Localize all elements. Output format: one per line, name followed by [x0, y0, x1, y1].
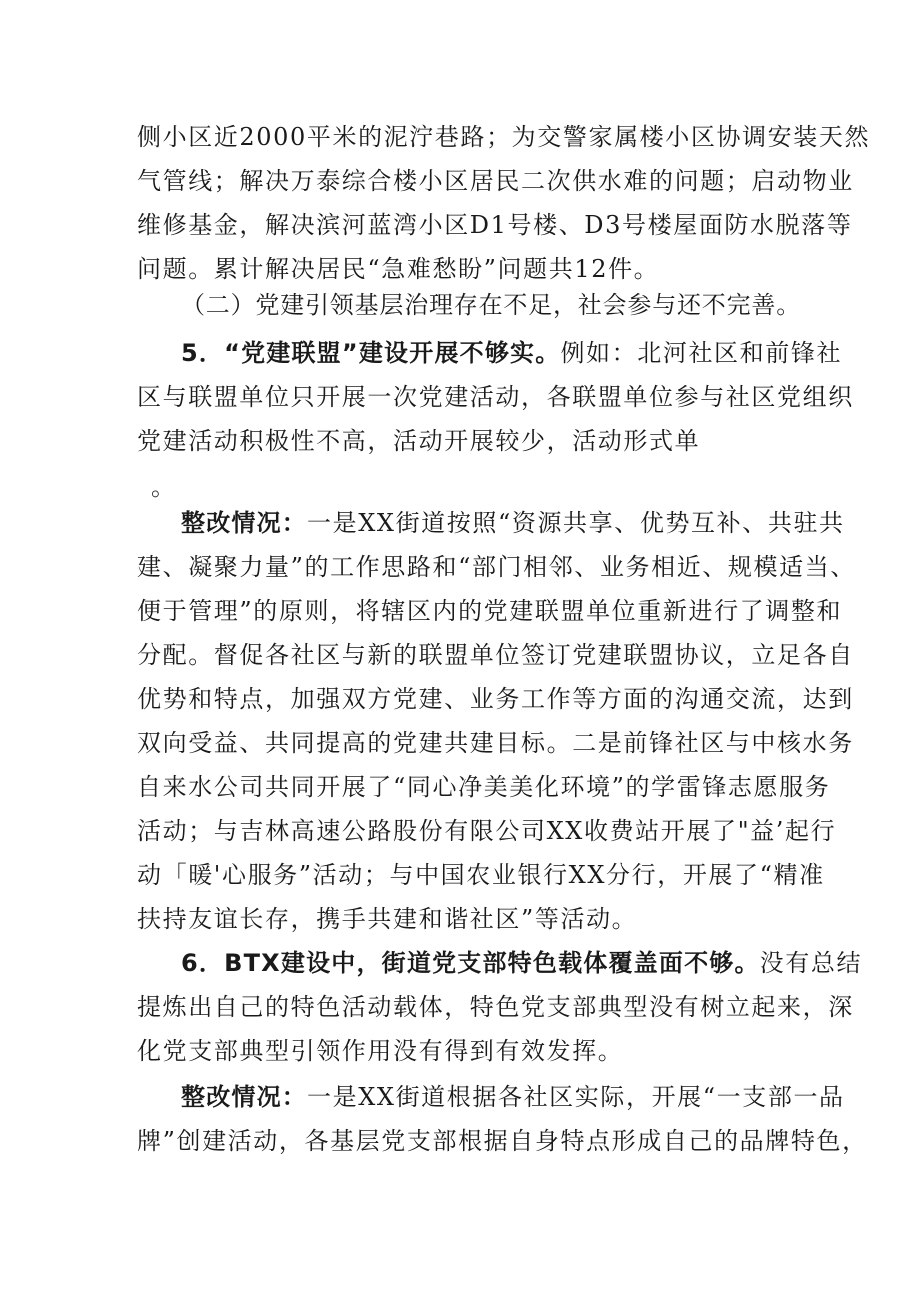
- paragraph-line: 双向受益、共同提高的党建共建目标。二是前锋社区与中核水务: [137, 729, 854, 757]
- item-6-line: [181, 947, 862, 979]
- paragraph-line: 活动；与吉林高速公路股份有限公司XX收费站开展了"益’起行: [137, 817, 837, 845]
- rectification-label: 整改情况：: [181, 509, 307, 537]
- paragraph-line: 牌”创建活动，各基层党支部根据自身特点形成自己的品牌特色，: [137, 1127, 868, 1155]
- paragraph-line: 建、凝聚力量”的工作思路和“部门相邻、业务相近、规模适当、: [137, 553, 856, 581]
- paragraph-line: 问题。累计解决居民“急难愁盼”问题共12件。: [137, 255, 660, 283]
- paragraph-line: 优势和特点，加强双方党建、业务工作等方面的沟通交流，达到: [137, 685, 854, 713]
- paragraph-line: 扶持友谊长存，携手共建和谐社区”等活动。: [137, 905, 638, 933]
- paragraph-line: 化党支部典型引领作用没有得到有效发挥。: [137, 1037, 624, 1065]
- item-5-text: 例如：北河社区和前锋社: [560, 339, 843, 367]
- rectification-1-line: [181, 507, 845, 539]
- paragraph-line: 动「暖'心服务”活动；与中国农业银行XX分行，开展了“精准: [137, 861, 825, 889]
- item-6-title: 6．BTX建设中，街道党支部特色载体覆盖面不够。: [181, 949, 760, 977]
- rectification-2-line: [181, 1081, 845, 1113]
- rectification-text: 一是XX街道根据各社区实际，开展“一支部一品: [307, 1083, 845, 1111]
- paragraph-line: 分配。督促各社区与新的联盟单位签订党建联盟协议，立足各自: [137, 641, 854, 669]
- paragraph-line: 党建活动积极性不高，活动开展较少，活动形式单: [137, 427, 701, 455]
- paragraph-line: 维修基金，解决滨河蓝湾小区D1号楼、D3号楼屋面防水脱落等: [137, 211, 853, 239]
- section-heading: （二）党建引领基层治理存在不足，社会参与还不完善。: [181, 291, 801, 319]
- item-5-line: [181, 337, 842, 369]
- paragraph-line: 自来水公司共同开展了“同心净美美化环境”的学雷锋志愿服务: [137, 773, 831, 801]
- paragraph-line: 侧小区近2000平米的泥泞巷路；为交警家属楼小区协调安装天然: [137, 123, 871, 151]
- orphan-punctuation: 。: [151, 473, 177, 501]
- paragraph-line: 提炼出自己的特色活动载体，特色党支部典型没有树立起来，深: [137, 993, 854, 1021]
- paragraph-line: 便于管理”的原则，将辖区内的党建联盟单位重新进行了调整和: [137, 597, 843, 625]
- rectification-label: 整改情况：: [181, 1083, 307, 1111]
- item-6-text: 没有总结: [759, 949, 863, 977]
- paragraph-line: 气管线；解决万泰综合楼小区居民二次供水难的问题；启动物业: [137, 167, 854, 195]
- paragraph-line: 区与联盟单位只开展一次党建活动，各联盟单位参与社区党组织: [137, 383, 854, 411]
- rectification-text: 一是XX街道按照“资源共享、优势互补、共驻共: [307, 509, 845, 537]
- item-5-title: 5．“党建联盟”建设开展不够实。: [181, 339, 561, 367]
